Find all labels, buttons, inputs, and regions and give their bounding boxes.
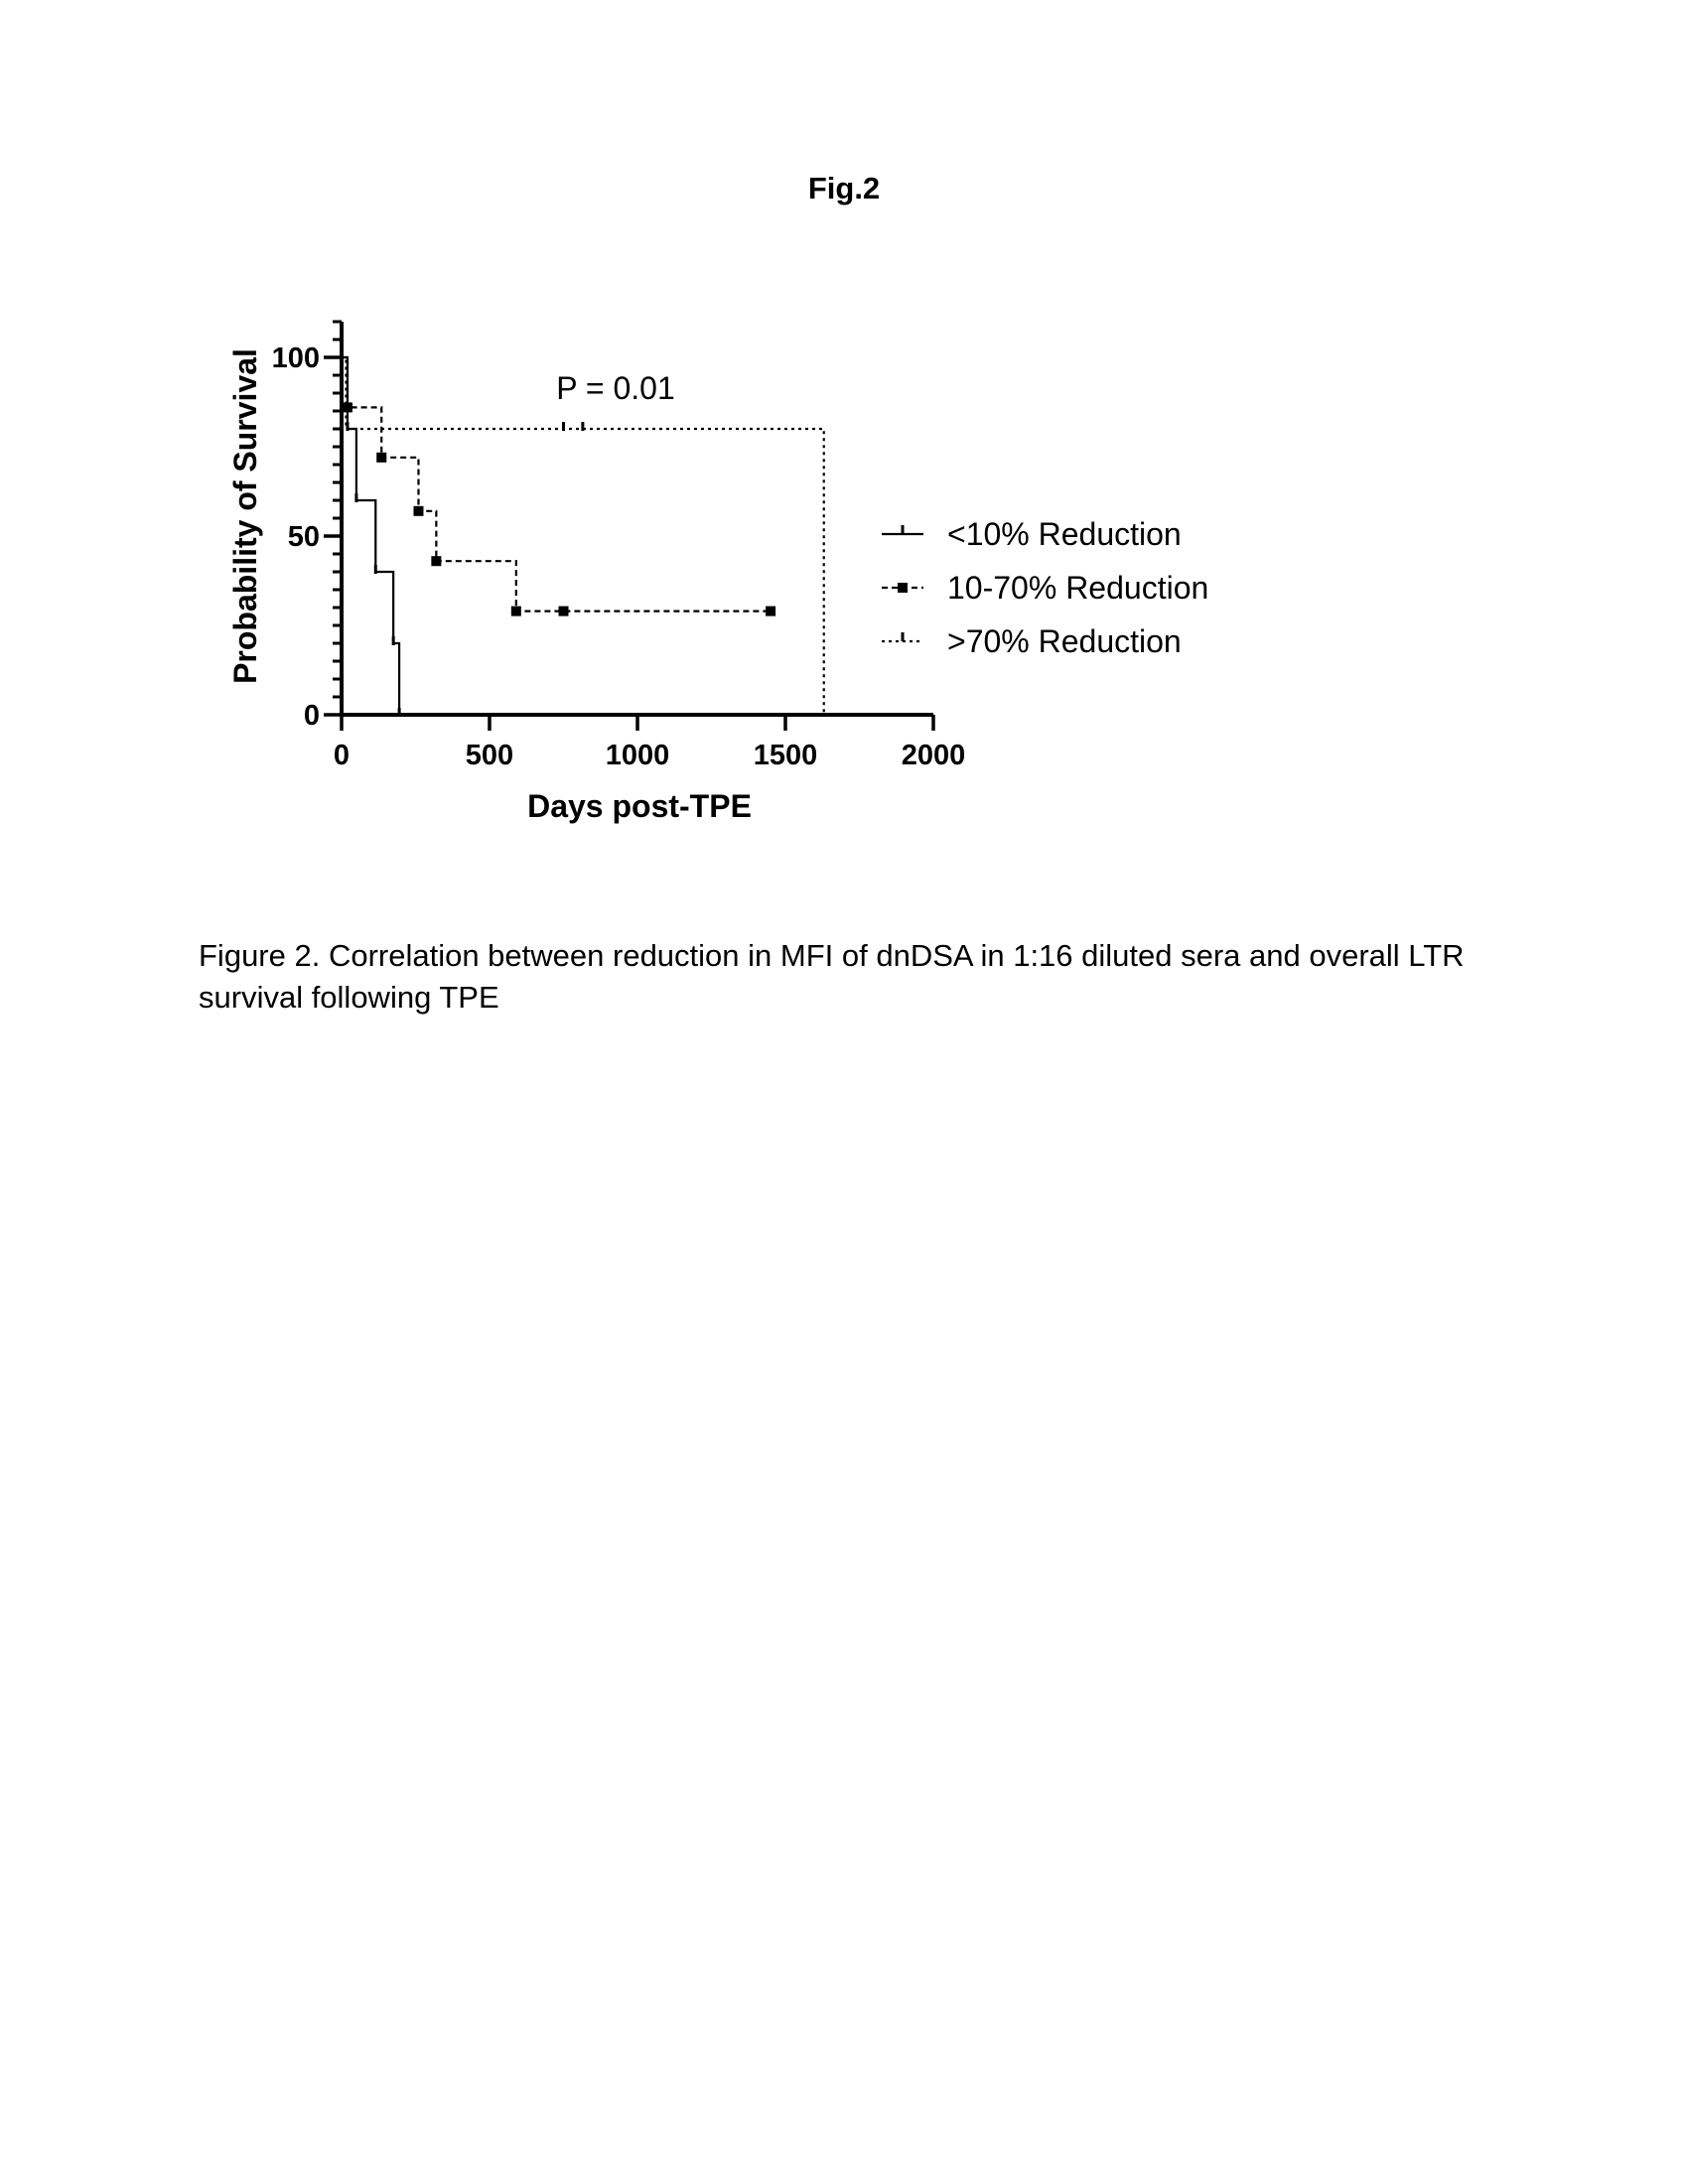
x-tick-label: 0: [333, 740, 351, 771]
chart-legend: [882, 516, 1208, 659]
legend-marker: [898, 583, 908, 593]
y-tick-label: 0: [303, 700, 320, 732]
legend-label: >70% Reduction: [947, 623, 1182, 659]
series-70-reduction: [342, 357, 824, 715]
legend-item: [882, 570, 1208, 606]
x-tick-label: 1000: [605, 740, 670, 771]
p-value-annotation: P = 0.01: [556, 370, 675, 406]
censor-marker: [376, 453, 386, 463]
legend-item: [882, 623, 1182, 659]
x-tick-label: 1500: [753, 740, 818, 771]
censor-marker: [431, 556, 441, 566]
x-axis-title: Days post-TPE: [527, 788, 752, 824]
y-tick-label: 100: [271, 342, 320, 374]
chart-series: [342, 357, 824, 717]
censor-marker: [511, 607, 521, 616]
legend-item: [882, 516, 1182, 552]
y-axis-title: Probability of Survival: [227, 348, 263, 684]
y-tick-label: 50: [287, 521, 320, 553]
censor-marker: [343, 402, 352, 412]
censor-marker: [559, 607, 569, 616]
x-tick-label: 2000: [901, 740, 966, 771]
series-line: [342, 357, 824, 715]
survival-chart: [0, 0, 1688, 893]
legend-label: 10-70% Reduction: [947, 570, 1209, 606]
x-tick-label: 500: [465, 740, 514, 771]
figure-title: Fig.2: [807, 171, 881, 205]
figure-caption: Figure 2. Correlation between reduction in MFI of dnDSA in 1:16 diluted sera and overall LTR survival following TPE: [199, 938, 1465, 1015]
censor-marker: [766, 607, 775, 616]
legend-label: <10% Reduction: [947, 516, 1182, 552]
censor-marker: [413, 506, 423, 516]
